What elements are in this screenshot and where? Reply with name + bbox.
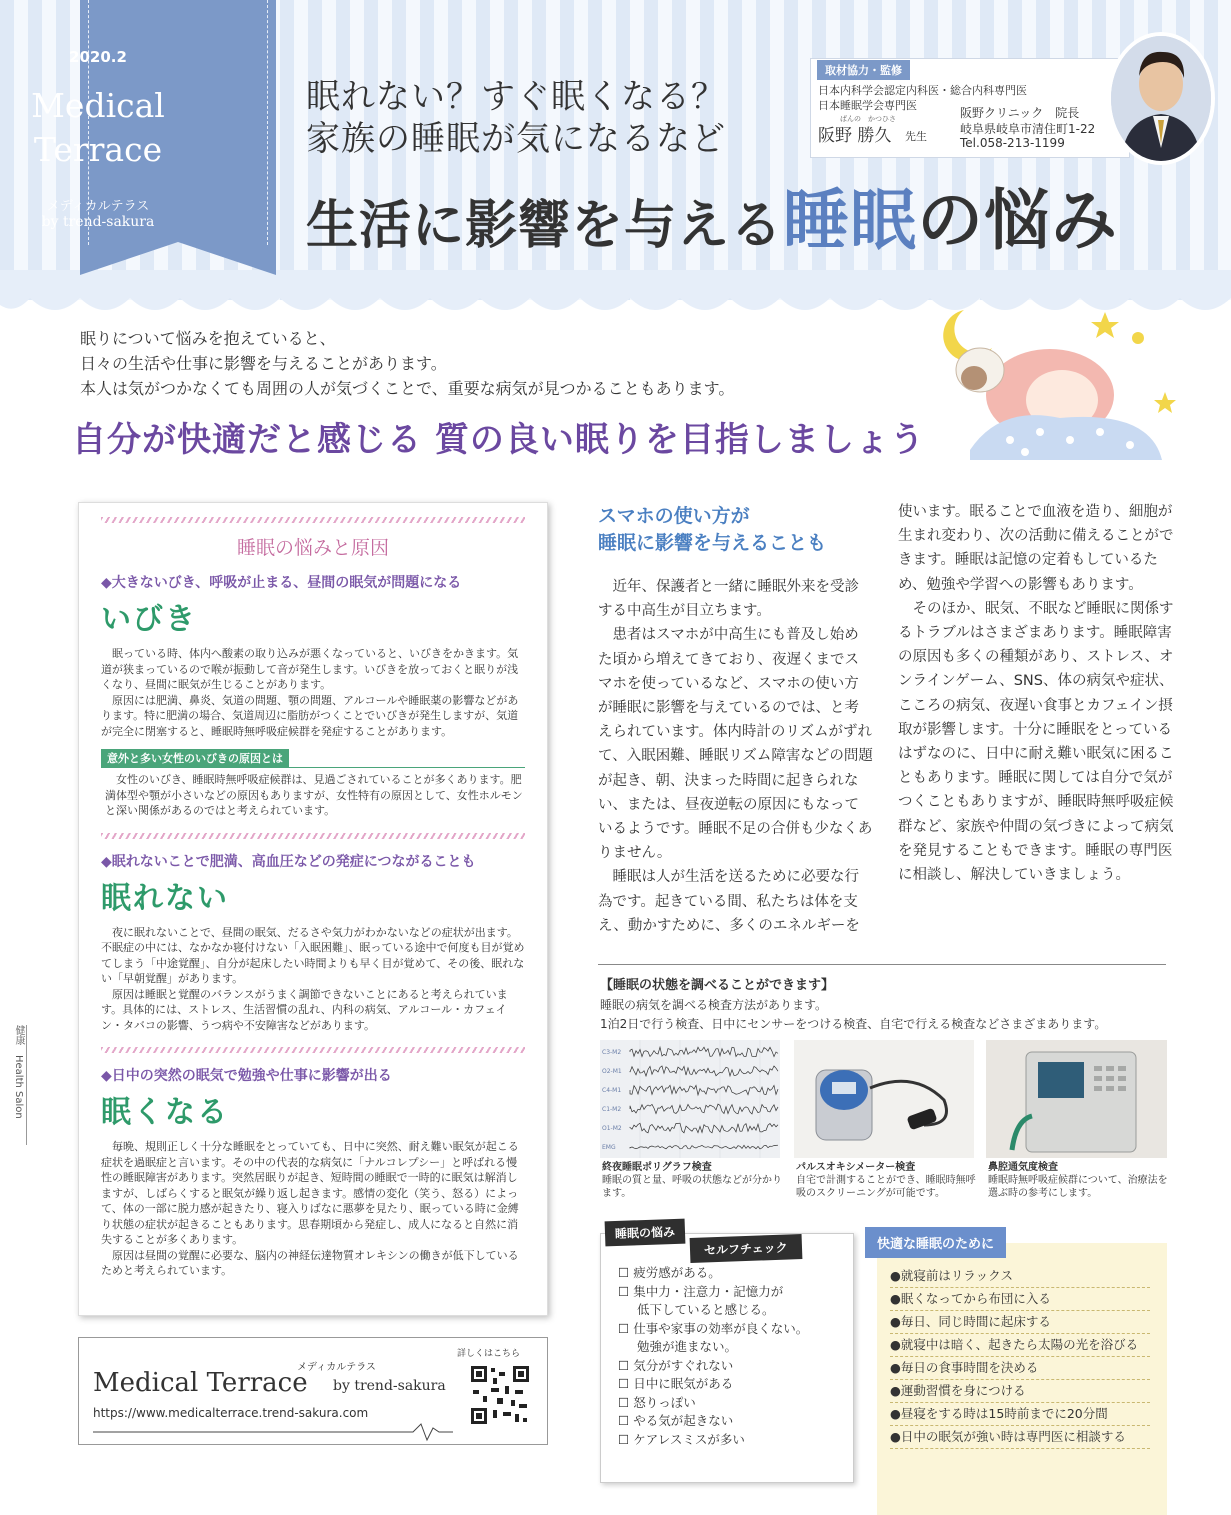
pulse-oximeter-photo (794, 1040, 974, 1158)
doctor-furigana: ばんの かつひさ (840, 115, 896, 123)
selfcheck-item[interactable]: ☐ 疲労感がある。 (618, 1265, 721, 1280)
comfort-item: ●毎日、同じ時間に起床する (890, 1312, 1150, 1334)
insomnia-paragraph-1: 夜に眠れないことで、昼間の眠気、だるさや気力がわかないなどの症状が出ます。不眠症の中には、なかなか寝付けない「入眠困難」、眠っている途中で何度も目が覚めてしまう「中途覚醒」、自分が起床したい時間よりも早く目が覚めて、その後、眠れない「早朝覚醒」があります。 (101, 925, 525, 985)
comfort-item: ●眠くなってから布団に入る (890, 1289, 1150, 1311)
lead-line-1: 眠れない？すぐ眠くなる？ (306, 77, 726, 117)
causes-title: 睡眠の悩みと原因 (236, 537, 389, 559)
doctor-tel: Tel.058-213-1199 (960, 136, 1065, 150)
causes-box (78, 502, 548, 1316)
qr-label: 詳しくはこちら (457, 1349, 521, 1359)
article-title-line-1: スマホの使い方が (598, 505, 750, 527)
doctor-honorific: 先生 (905, 130, 927, 143)
snoring-heading: いびき (101, 602, 197, 637)
article-paragraph: そのほか、眠気、不眠など睡眠に関係するトラブルはさまざまあります。睡眠障害の原因も多くの種類があり、ストレス、オンラインゲーム、SNS、体の病気や症状、こころの病気、夜遅い食事とカフェイン摂取が影響します。十分に睡眠をとっているはずなのに、日中に耐え難い眠気に困ることもあります。睡眠に関しては自分で気がつくこともありますが、睡眠時無呼吸症候群など、家族や仲間の気づきによって病気を発見することもできます。睡眠の専門医に相談し、解決していきましょう。 (898, 600, 1174, 884)
article-paragraph: 睡眠は人が生活を送るために必要な行為です。起きている間、私たちは体を支え、動かすために、多くのエネルギーを (598, 869, 860, 934)
brand-title-line-2: Terrace (33, 130, 163, 169)
selfcheck-item[interactable]: ☐ 気分がすぐれない (618, 1357, 734, 1373)
doctor-badge: 取材協力・監修 (817, 60, 910, 80)
insomnia-subtitle: ◆眠れないことで肥満、高血圧などの発症につながることも (101, 853, 476, 870)
insomnia-paragraph-2: 原因は睡眠と覚醒のバランスがうまく調節できないことにあると考えられています。具体的には、ストレス、生活習慣の乱れ、内科の病気、アルコール・カフェイン・タバコの影響、うつ病や不安障害などがあります。 (101, 987, 508, 1032)
article-title-line-2: 睡眠に影響を与えることも (598, 532, 827, 554)
women-snoring-bar (101, 747, 525, 768)
selfcheck-item[interactable]: ☐ 仕事や家事の効率が良くない。 (618, 1320, 809, 1336)
selfcheck-item-label: 日中に眠気がある (633, 1376, 734, 1391)
doctor-cred-2: 日本睡眠学会専門医 (818, 99, 917, 112)
selfcheck-item-label: ケアレスミスが多い (633, 1431, 745, 1447)
footer-brand: Medical Terrace (93, 1368, 308, 1398)
article-column-2 (898, 500, 1175, 887)
snoring-paragraph-2: 原因には肥満、鼻炎、気道の問題、顎の問題、アルコールや睡眠薬の影響などがあります。特に肥満の場合、気道周辺に脂肪がつくことでいびきが発生しますが、気道が完全に閉塞すると、睡眠時無呼吸症候群を発症することがあります。 (101, 693, 519, 738)
main-title-a: 生活に影響を与える (306, 196, 784, 256)
footer-by: by trend-sakura (333, 1378, 446, 1394)
selfcheck-item[interactable]: ☐ 日中に眠気がある (618, 1376, 734, 1391)
main-title (306, 182, 1119, 261)
doctor-cred-1: 日本内科学会認定内科医・総合内科専門医 (818, 84, 1027, 97)
sleepiness-subtitle: ◆日中の突然の眠気で勉強や仕事に影響が出る (101, 1068, 392, 1084)
doctor-name: 阪野 勝久 (818, 126, 892, 146)
women-snoring-paragraph: 女性のいびき、睡眠時無呼吸症候群は、見過ごされていることが多くあります。肥満体型や顎が小さいなどの原因もありますが、女性特有の原因として、女性ホルモンと深い関係があるのではと考えられています。 (105, 773, 523, 817)
comfort-item: ●日中の眠気が強い時は専門医に相談する (890, 1427, 1150, 1449)
photo-title: 鼻腔通気度検査 (988, 1162, 1058, 1173)
article-column-1 (598, 575, 873, 938)
selfcheck-item-label: 仕事や家事の効率が良くない。 (633, 1320, 809, 1336)
eeg-channel-label: C1-M2 (602, 1106, 622, 1113)
side-label-en: Health Salon (13, 1055, 24, 1119)
eeg-channel-label: O1-M2 (602, 1125, 622, 1132)
brand-sub-en: by trend-sakura (41, 214, 155, 230)
photo-desc: 睡眠時無呼吸症候群について、治療法を選ぶ時の参考にします。 (988, 1175, 1168, 1199)
sleepiness-paragraph-2: 原因は昼間の覚醒に必要な、脳内の神経伝達物質オレキシンの働きが低下しているためと考えられています。 (101, 1248, 519, 1277)
comfort-item: ●就寝前はリラックス (890, 1266, 1150, 1288)
photo-desc: 自宅で計測することができ、睡眠時無呼吸のスクリーニングが可能です。 (796, 1175, 976, 1199)
brand-title-line-1: Medical (31, 86, 165, 125)
side-label-jp: 健康 (13, 1025, 24, 1045)
selfcheck-item-label: 集中力・注意力・記憶力が (633, 1283, 784, 1299)
sleeping-girl-illustration (900, 300, 1200, 470)
comfort-title: 快適な睡眠のために (865, 1227, 1006, 1258)
qr-code-icon[interactable] (469, 1364, 531, 1426)
headline: 自分が快適だと感じる 質の良い眠りを目指しましょう (72, 420, 925, 460)
exam-title: 【睡眠の状態を調べることができます】 (600, 978, 835, 993)
photo-caption-2 (796, 1161, 978, 1200)
footer-brand-jp: メディカルテラス (297, 1362, 376, 1373)
exam-divider (598, 964, 1166, 965)
polysomnography-photo (600, 1040, 780, 1158)
article-paragraph: 近年、保護者と一緒に睡眠外来を受診する中高生が目立ちます。 (598, 579, 859, 620)
selfcheck-item[interactable]: ☐ 怒りっぽい (618, 1394, 696, 1410)
sleepiness-paragraph-1: 毎晩、規則正しく十分な睡眠をとっていても、日中に突然、耐え難い眠気が起こる症状を過眠症と言います。その中の代表的な病気に「ナルコレプシー」と呼ばれる慢性の睡眠障害があります。突然居眠りが起き、短時間の睡眠で一時的に眠気は解消しますが、しばらくすると眠気が繰り返し起きます。感情の変化（笑う、怒る）によって、体の一部に脱力感が起きたり、寝入りばなに悪夢を見たり、眠っている時に金縛り状態の症状が起きることもあります。思春期頃から発症し、成人になると自然に消失することが多くあります。 (101, 1140, 519, 1246)
selfcheck-title-2: セルフチェック (690, 1234, 802, 1263)
hatch-divider (101, 833, 525, 839)
nasal-airflow-photo (986, 1040, 1167, 1158)
footer-url[interactable]: https://www.medicalterrace.trend-sakura.com (93, 1406, 369, 1420)
intro-line-3: 本人は気がつかなくても周囲の人が気づくことで、重要な病気が見つかることもあります。 (80, 379, 735, 398)
comfort-item: ●就寝中は暗く、起きたら太陽の光を浴びる (890, 1335, 1150, 1357)
comfort-item: ●昼寝をする時は15時前までに20分間 (890, 1404, 1150, 1426)
selfcheck-list (618, 1264, 848, 1449)
doctor-address: 岐阜県岐阜市清住町1-22 (960, 122, 1096, 136)
hatch-divider (101, 517, 525, 523)
article-paragraph: 使います。眠ることで血液を造り、細胞が生まれ変わり、次の活動に備えることができます。睡眠は記憶の定着もしているため、勉強や学習への影響もあります。 (898, 504, 1174, 593)
main-title-c: の悩み (917, 182, 1119, 259)
article-title (598, 503, 826, 557)
eeg-channel-label: EMG (602, 1144, 616, 1151)
photo-title: パルスオキシメーター検査 (796, 1162, 916, 1173)
exam-line-2: 1泊2日で行う検査、日中にセンサーをつける検査、自宅で行える検査などさまざまあります。 (600, 1017, 1107, 1031)
selfcheck-item[interactable]: ☐ 集中力・注意力・記憶力が (618, 1283, 784, 1299)
snoring-subtitle: ◆大きないびき、呼吸が止まる、昼間の眠気が問題になる (101, 575, 462, 591)
photo-desc: 睡眠の質と量、呼吸の状態などが分かります。 (602, 1175, 782, 1199)
lead-line-2: 家族の睡眠が気になるなど (306, 119, 726, 159)
sleepiness-heading: 眠くなる (101, 1095, 229, 1130)
intro-line-2: 日々の生活や仕事に影響を与えることがあります。 (80, 354, 447, 373)
eeg-channel-label: O2-M1 (602, 1068, 622, 1075)
women-snoring-label: 意外と多い女性のいびきの原因とは (101, 749, 289, 767)
footer-box (78, 1337, 548, 1445)
selfcheck-item-label: やる気が起きない (633, 1413, 734, 1428)
main-title-b: 睡眠 (783, 182, 918, 259)
selfcheck-item-label: 怒りっぽい (633, 1394, 696, 1410)
comfort-item: ●毎日の食事時間を決める (890, 1358, 1150, 1380)
insomnia-heading: 眠れない (101, 880, 229, 916)
exam-line-1: 睡眠の病気を調べる検査方法があります。 (600, 998, 828, 1012)
selfcheck-item-label: 疲労感がある。 (633, 1265, 721, 1280)
eeg-channel-label: C3-M2 (602, 1049, 622, 1056)
selfcheck-item-cont: 低下していると感じる。 (637, 1302, 775, 1317)
selfcheck-item[interactable]: ☐ やる気が起きない (618, 1413, 734, 1428)
article-paragraph: 患者はスマホが中高生にも普及し始めた頃から増えてきており、夜遅くまでスマホを使っているなど、スマホの使い方が睡眠に影響を与えているのでは、と考えられています。体内時計のリズムがずれて、入眠困難、睡眠リズム障害などの問題が起き、朝、決まった時間に起きられない、または、昼夜逆転の原因にもなっているようです。睡眠不足の合併も少なくありません。 (598, 627, 873, 862)
snoring-paragraph-1: 眠っている時、体内へ酸素の取り込みが悪くなっていると、いびきをかきます。気道が狭まっているので喉が振動して音が発生します。いびきを放っておくと眠りが浅くなり、昼間に眠気が生じることがあります。 (101, 647, 519, 691)
hatch-divider (101, 1047, 525, 1053)
brand-sub-jp: メディカルテラス (46, 199, 150, 214)
selfcheck-title-1: 睡眠の悩み (605, 1219, 686, 1247)
selfcheck-item-label: 気分がすぐれない (633, 1357, 734, 1373)
selfcheck-item-cont: 勉強が進まない。 (637, 1339, 738, 1354)
doctor-photo (1107, 32, 1215, 165)
issue-date: 2020.2 (69, 48, 127, 66)
brand-title (0, 84, 196, 172)
photo-caption-3 (988, 1161, 1168, 1200)
intro-line-1: 眠りについて悩みを抱えていると、 (80, 329, 336, 348)
photo-caption-1 (602, 1161, 782, 1200)
selfcheck-item[interactable]: ☐ ケアレスミスが多い (618, 1431, 745, 1447)
doctor-clinic: 阪野クリニック 院長 (960, 106, 1080, 120)
photo-title: 終夜睡眠ポリグラフ検査 (602, 1162, 712, 1173)
pulse-line (93, 1422, 453, 1442)
side-section-label (0, 1025, 27, 1145)
comfort-item: ●運動習慣を身につける (890, 1381, 1150, 1403)
eeg-channel-label: C4-M1 (602, 1087, 622, 1094)
